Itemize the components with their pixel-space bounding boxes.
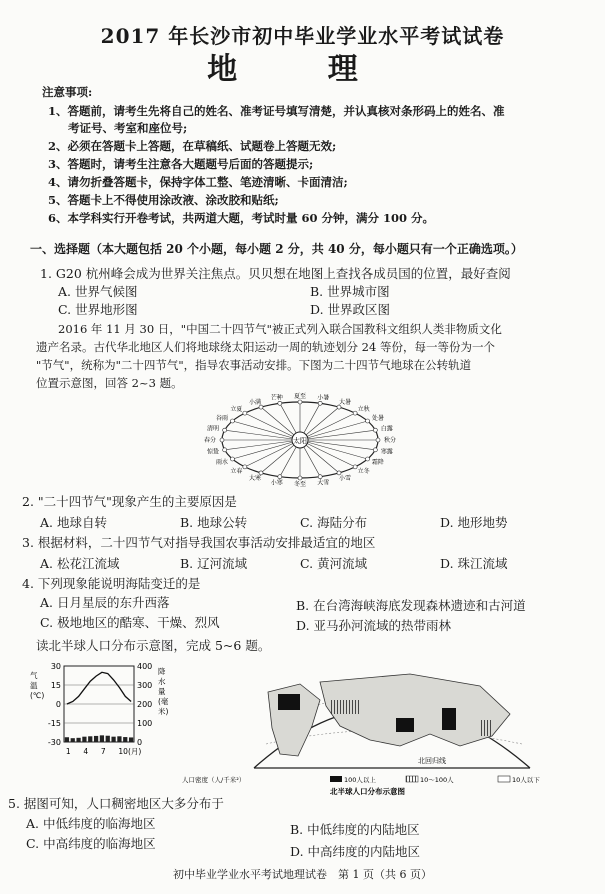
dense-region-europe [278, 694, 300, 710]
medium-region [480, 720, 492, 736]
earth-position [243, 411, 247, 415]
section-heading: 一、选择题（本大题包括 20 个小题，每小题 2 分，共 40 分，每小题只有一个正确选项。） [30, 242, 523, 256]
solar-term-label: 芒种 [270, 394, 283, 402]
q2-option-d: D. 地形地势 [440, 515, 508, 530]
solar-term-label: 霜降 [371, 459, 384, 466]
earth-position [230, 457, 234, 461]
note-item: 6、本学科实行开卷考试，共两道大题，考试时量 60 分钟，满分 100 分。 [48, 211, 435, 225]
earth-position [353, 411, 357, 415]
month-axis-ticks [66, 747, 141, 756]
precip-bar [117, 736, 121, 742]
q5-option-c: C. 中高纬度的临海地区 [26, 836, 156, 851]
earth-position [278, 475, 282, 479]
temp-axis-label [30, 670, 44, 700]
temp-tick: 30 [50, 662, 61, 671]
read-intro: 读北半球人口分布示意图，完成 5~6 题。 [36, 638, 271, 653]
question-5-stem: 5. 据图可知，人口稠密地区大多分布于 [8, 796, 224, 811]
precip-tick: 200 [137, 700, 153, 709]
orbit-spoke [225, 440, 300, 450]
solar-term-label: 处暑 [371, 415, 384, 422]
temp-tick: -30 [47, 738, 61, 747]
solar-term-label: 白露 [380, 425, 393, 433]
solar-term-label: 寒露 [380, 448, 393, 456]
earth-position [376, 438, 380, 442]
note-item: 3、答题时，请考生注意各大题题号后面的答题提示; [48, 157, 314, 171]
solar-term-label: 秋分 [383, 437, 397, 444]
solar-term-label: 雨水 [216, 459, 229, 466]
earth-position [298, 476, 302, 480]
precip-bar [100, 735, 104, 742]
material-line: 遗产名录。古代华北地区人们将地球绕太阳运动一周的轨迹划分 24 等份，每一等份为一个 [36, 340, 495, 354]
month-tick: 10(月) [118, 747, 142, 756]
month-tick: 7 [100, 747, 106, 756]
solar-term-label: 冬至 [293, 481, 307, 488]
temp-axis-ticks [48, 662, 61, 747]
solar-term-label: 春分 [203, 437, 217, 444]
precip-tick: 100 [137, 719, 153, 728]
precip-tick: 0 [137, 738, 143, 747]
material-line: 2016 年 11 月 30 日，"中国二十四节气"被正式列入联合国教科文组织人类非物质文化 [58, 322, 502, 336]
q1-option-a: A. 世界气候图 [58, 284, 138, 299]
q1-option-b: B. 世界城市图 [310, 284, 390, 299]
tropic-label: 北回归线 [418, 757, 446, 765]
legend-high: 100人以上 [344, 776, 376, 784]
earth-position [230, 419, 234, 423]
subject-title: 地 理 [207, 52, 398, 87]
precip-bar [123, 737, 127, 742]
q3-option-d: D. 珠江流域 [440, 556, 508, 571]
precip-bar [76, 738, 80, 742]
solar-term-label: 立夏 [230, 405, 243, 413]
precip-bar [129, 737, 133, 742]
q5-option-b: B. 中低纬度的内陆地区 [290, 822, 420, 837]
orbit-spoke [225, 430, 300, 440]
solar-term-label: 清明 [207, 425, 220, 433]
earth-position [373, 448, 377, 452]
earth-position [220, 438, 224, 442]
q3-option-b: B. 辽河流域 [180, 556, 248, 571]
solar-term-label: 大寒 [248, 475, 262, 483]
solar-term-label: 夏至 [293, 393, 307, 400]
q1-option-d: D. 世界政区图 [310, 302, 391, 317]
material-line: "节气"，统称为"二十四节气"，指导农事活动安排。下图为二十四节气地球在公转轨道 [36, 358, 472, 372]
precip-bar [71, 738, 75, 742]
question-3-stem: 3. 根据材料，二十四节气对指导我国农事活动安排最适宜的地区 [22, 535, 376, 550]
precip-bar [88, 736, 92, 742]
q4-option-a: A. 日月星辰的东升西落 [40, 595, 170, 610]
population-map [180, 656, 595, 796]
earth-position [366, 419, 370, 423]
temperature-line [67, 672, 131, 704]
q5-option-d: D. 中高纬度的内陆地区 [290, 844, 421, 859]
dense-region-east-asia [442, 708, 456, 730]
q2-option-a: A. 地球自转 [40, 515, 107, 530]
note-item: 4、请勿折叠答题卡，保持字体工整、笔迹清晰、卡面清洁; [48, 175, 348, 189]
map-caption: 北半球人口分布示意图 [330, 787, 405, 796]
precip-bar [94, 736, 98, 742]
legend-swatch-high [330, 776, 342, 782]
temp-axis-char: 气 [30, 671, 38, 680]
solar-term-label: 立冬 [357, 468, 370, 476]
earth-position [223, 448, 227, 452]
solar-term-label: 小寒 [270, 479, 283, 487]
question-2-stem: 2. "二十四节气"现象产生的主要原因是 [22, 494, 237, 509]
q1-option-c: C. 世界地形图 [58, 302, 138, 317]
precip-axis-char: 降 [158, 667, 166, 676]
temp-axis-char: (℃) [30, 691, 45, 700]
sun-label: 太阳 [293, 437, 307, 445]
solar-term-label: 小暑 [317, 394, 330, 402]
precip-bar [106, 736, 110, 742]
solar-term-label: 小雪 [338, 475, 352, 483]
solar-term-label: 谷雨 [216, 415, 229, 422]
solar-term-label: 大暑 [338, 398, 352, 406]
climate-chart [24, 660, 184, 760]
legend-swatch-mid [406, 776, 418, 782]
precip-bars [65, 735, 133, 742]
note-item: 1、答题前，请考生先将自己的姓名、准考证号填写清楚，并认真核对条形码上的姓名、准 [48, 104, 505, 118]
q2-option-c: C. 海陆分布 [300, 515, 368, 530]
material-line: 位置示意图，回答 2~3 题。 [36, 376, 183, 390]
notes-heading: 注意事项: [42, 85, 93, 99]
solar-term-label: 小满 [248, 398, 262, 406]
chart-gridlines [64, 685, 134, 723]
precip-axis-char: 米) [158, 707, 169, 716]
month-tick: 1 [65, 747, 71, 756]
precip-bar [82, 737, 86, 742]
temp-tick: 15 [50, 681, 61, 690]
precip-axis-ticks [137, 662, 152, 747]
page-footer: 初中毕业学业水平考试地理试卷 第 1 页（共 6 页） [173, 868, 432, 881]
precip-axis-char: 量 [158, 687, 166, 696]
q2-option-b: B. 地球公转 [180, 515, 248, 530]
q4-option-d: D. 亚马孙河流域的热带雨林 [296, 618, 452, 633]
month-tick: 4 [83, 747, 89, 756]
earth-position [278, 401, 282, 405]
legend-swatch-low [498, 776, 510, 782]
solar-term-label: 惊蛰 [207, 448, 220, 456]
precip-bar [65, 737, 69, 742]
earth-position [366, 457, 370, 461]
medium-region [330, 700, 360, 714]
earth-position [318, 475, 322, 479]
solar-term-label: 大雪 [317, 479, 330, 487]
orbit-spoke [300, 440, 375, 450]
q4-option-b: B. 在台湾海峡海底发现森林遗迹和古河道 [296, 598, 526, 613]
orbit-spoke [300, 430, 375, 440]
precip-axis-label [158, 666, 169, 716]
note-item: 考证号、考室和座位号; [68, 121, 188, 135]
precip-tick: 400 [137, 662, 153, 671]
earth-position [373, 428, 377, 432]
solar-term-label: 立秋 [357, 405, 370, 413]
earth-position [223, 428, 227, 432]
note-item: 5、答题卡上不得使用涂改液、涂改胶和贴纸; [48, 193, 279, 207]
precip-axis-char: (毫 [158, 697, 169, 706]
precip-bar [111, 737, 115, 742]
dense-region-india [396, 718, 414, 732]
solar-term-label: 立春 [230, 468, 243, 476]
note-item: 2、必须在答题卡上答题，在草稿纸、试题卷上答题无效; [48, 139, 337, 153]
precip-axis-char: 水 [158, 677, 166, 686]
legend-low: 10人以下 [512, 776, 540, 784]
earth-position [353, 465, 357, 469]
legend-title: 人口密度（人/千米²） [182, 776, 246, 784]
question-1-stem: 1. G20 杭州峰会成为世界关注焦点。贝贝想在地图上查找各成员国的位置，最好查阅 [40, 266, 511, 281]
earth-position [318, 401, 322, 405]
earth-position [243, 465, 247, 469]
q3-option-c: C. 黄河流域 [300, 556, 368, 571]
question-4-stem: 4. 下列现象能说明海陆变迁的是 [22, 576, 201, 591]
precip-tick: 300 [137, 681, 153, 690]
legend-mid: 10～100人 [420, 776, 454, 784]
solar-terms-diagram [190, 390, 410, 490]
exam-title: 2017 年长沙市初中毕业学业水平考试试卷 [100, 24, 505, 48]
temp-tick: 0 [55, 700, 61, 709]
temp-axis-char: 温 [30, 681, 38, 690]
q5-option-a: A. 中低纬度的临海地区 [26, 816, 156, 831]
earth-position [298, 400, 302, 404]
q4-option-c: C. 极地地区的酷寒、干燥、烈风 [40, 615, 220, 630]
temp-tick: -15 [47, 719, 61, 728]
q3-option-a: A. 松花江流域 [40, 556, 120, 571]
